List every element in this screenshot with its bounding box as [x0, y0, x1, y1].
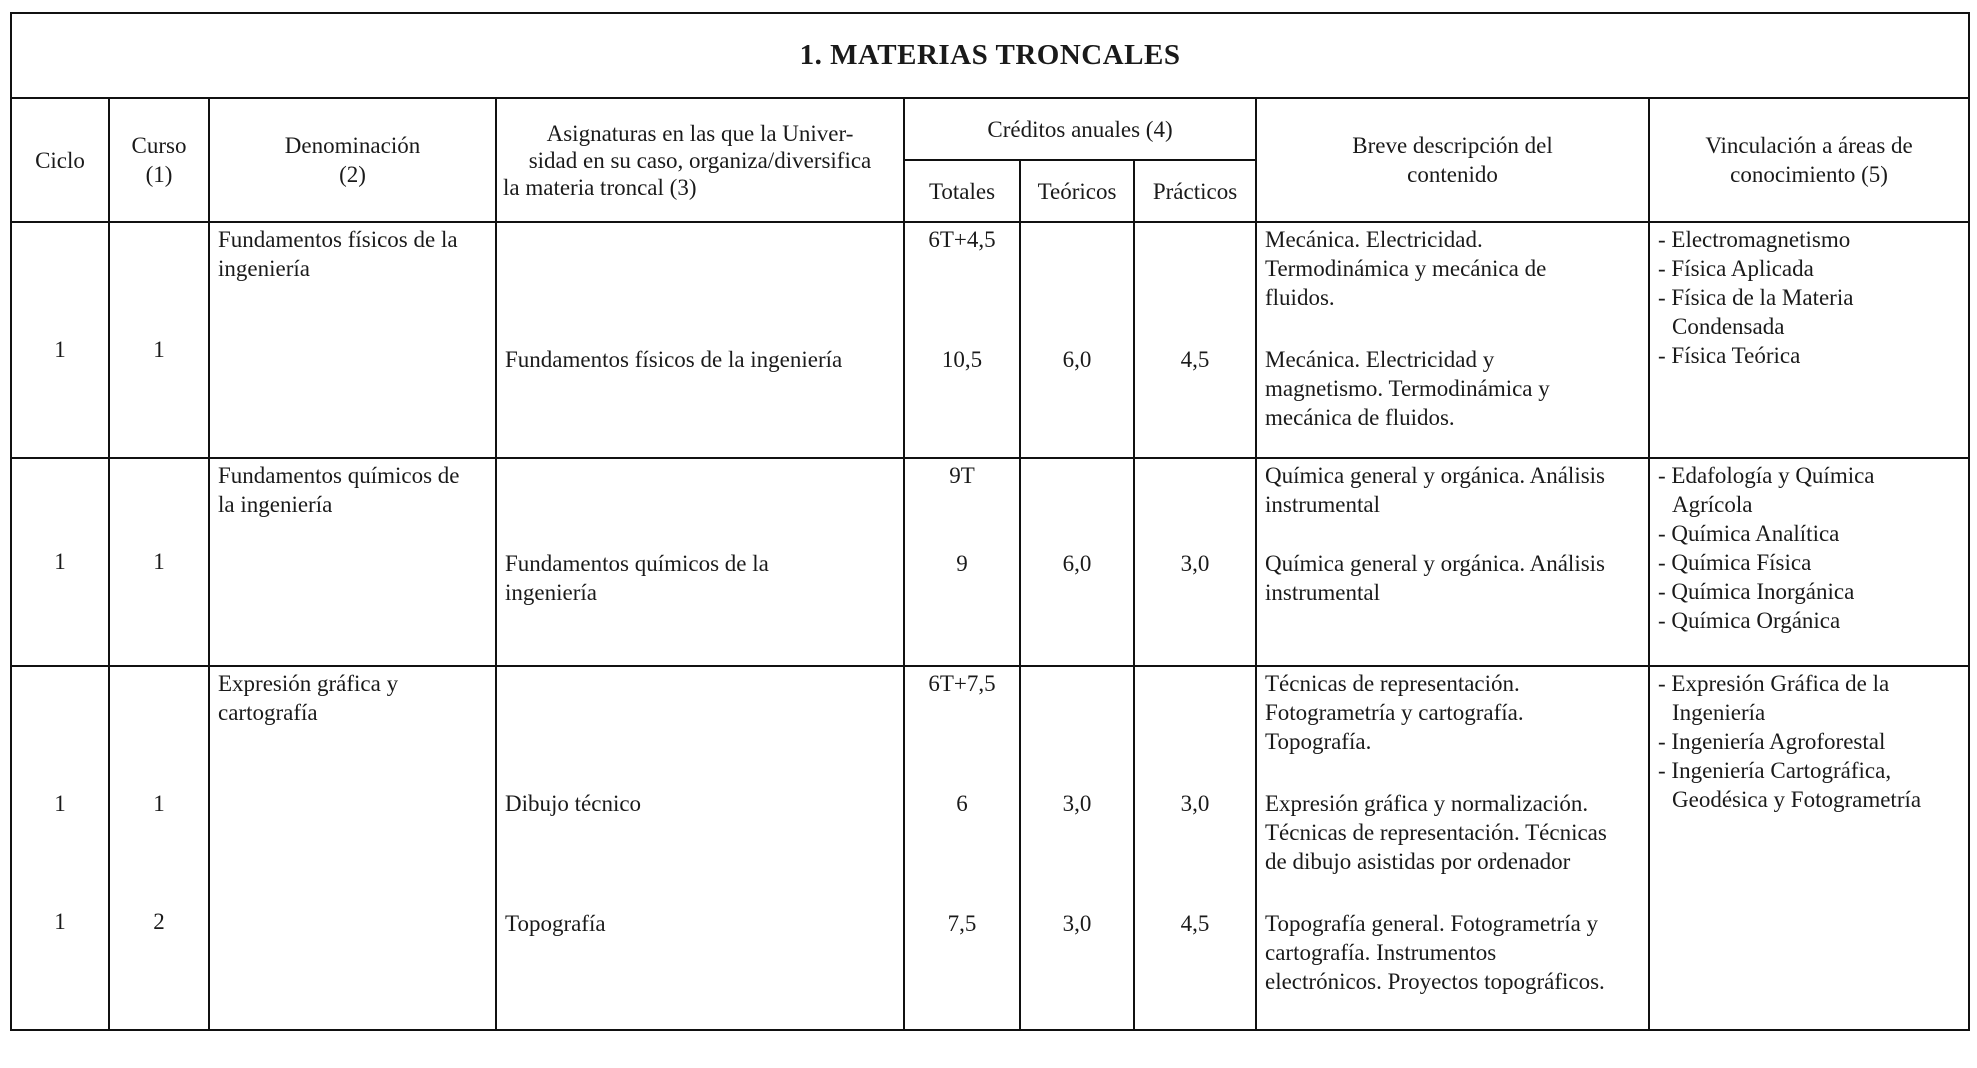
table-title: 1. MATERIAS TRONCALES: [11, 13, 1969, 98]
practicos-value: 3,0: [1180, 551, 1210, 576]
descripcion-line: instrumental: [1265, 580, 1380, 605]
header-totales: Totales: [904, 160, 1020, 222]
header-curso: [109, 98, 209, 222]
area-item: - Ingeniería Cartográfica,: [1658, 758, 1892, 783]
asignatura-name: Fundamentos físicos de la ingeniería: [505, 347, 843, 372]
header-vinculacion: [1649, 98, 1969, 222]
ciclo-value: 1: [54, 337, 66, 362]
header-denominacion-line: Denominación: [284, 133, 421, 158]
teoricos-value: 6,0: [1062, 551, 1092, 576]
curso-value: 1: [153, 337, 165, 362]
practicos-cell: [1134, 458, 1256, 666]
ciclo-cell: [11, 222, 109, 458]
area-item: - Electromagnetismo: [1658, 227, 1851, 252]
descripcion-line: Termodinámica y mecánica de: [1265, 256, 1547, 281]
descripcion-line: Técnicas de representación.: [1265, 671, 1520, 696]
denominacion-cell: [209, 458, 496, 666]
practicos-value: 4,5: [1180, 911, 1210, 936]
teoricos-cell: [1020, 458, 1134, 666]
descripcion-line: mecánica de fluidos.: [1265, 405, 1455, 430]
header-descripcion-line: contenido: [1407, 162, 1498, 187]
totales-cell: [904, 222, 1020, 458]
header-vinculacion-line: conocimiento (5): [1730, 162, 1888, 187]
practicos-value: 3,0: [1180, 791, 1210, 816]
asignatura-name: Fundamentos químicos de la: [505, 551, 769, 576]
descripcion-line: Mecánica. Electricidad.: [1265, 227, 1483, 252]
curso-cell: [109, 458, 209, 666]
practicos-cell: [1134, 666, 1256, 1030]
descripcion-line: Química general y orgánica. Análisis: [1265, 463, 1606, 488]
area-item: Geodésica y Fotogrametría: [1672, 787, 1922, 812]
header-creditos: Créditos anuales (4): [904, 98, 1256, 160]
totales-value: 6: [956, 791, 968, 816]
ciclo-value: 1: [54, 791, 66, 816]
descripcion-cell: [1256, 458, 1649, 666]
totales-value: 7,5: [947, 911, 977, 936]
area-item: Agrícola: [1672, 492, 1753, 517]
area-item: - Edafología y Química: [1658, 463, 1875, 488]
header-teoricos: Teóricos: [1020, 160, 1134, 222]
denominacion-line: cartografía: [218, 700, 318, 725]
header-asignaturas: [496, 98, 904, 222]
descripcion-line: Topografía general. Fotogrametría y: [1265, 911, 1599, 936]
denominacion-line: Fundamentos físicos de la: [218, 227, 458, 252]
descripcion-line: Química general y orgánica. Análisis: [1265, 551, 1606, 576]
teoricos-cell: [1020, 666, 1134, 1030]
header-asignaturas-line: Asignaturas en las que la Univer-: [546, 120, 854, 146]
header-practicos: Prácticos: [1134, 160, 1256, 222]
area-item: - Expresión Gráfica de la: [1658, 671, 1890, 696]
header-curso-line: (1): [145, 162, 173, 187]
ciclo-value: 1: [54, 549, 66, 574]
teoricos-cell: [1020, 222, 1134, 458]
denominacion-cell: [209, 666, 496, 1030]
descripcion-cell: [1256, 222, 1649, 458]
ciclo-cell: [11, 666, 109, 1030]
areas-cell: [1649, 666, 1969, 1030]
teoricos-value: 3,0: [1062, 791, 1092, 816]
asignatura-cell: [496, 666, 904, 1030]
denominacion-line: ingeniería: [218, 256, 310, 281]
teoricos-value: 6,0: [1062, 347, 1092, 372]
totales-cell: [904, 666, 1020, 1030]
descripcion-line: Fotogrametría y cartografía.: [1265, 700, 1524, 725]
descripcion-cell: [1256, 666, 1649, 1030]
asignatura-name: Dibujo técnico: [505, 791, 642, 816]
curso-cell: [109, 222, 209, 458]
denominacion-line: la ingeniería: [218, 492, 333, 517]
teoricos-value: 3,0: [1062, 911, 1092, 936]
materias-troncales-table: [10, 12, 1970, 1031]
area-item: - Química Orgánica: [1658, 608, 1841, 633]
curso-value: 2: [153, 909, 165, 934]
materia-total-value: 6T+4,5: [928, 227, 996, 252]
asignatura-name: Topografía: [505, 911, 606, 936]
areas-cell: [1649, 458, 1969, 666]
table-row: [11, 222, 1969, 458]
area-item: Condensada: [1672, 314, 1785, 339]
descripcion-line: magnetismo. Termodinámica y: [1265, 376, 1550, 401]
practicos-value: 4,5: [1180, 347, 1210, 372]
asignatura-name: ingeniería: [505, 580, 597, 605]
header-denominacion-line: (2): [339, 162, 366, 187]
area-item: - Física Aplicada: [1658, 256, 1814, 281]
header-vinculacion-line: Vinculación a áreas de: [1705, 133, 1913, 158]
table-row: [11, 458, 1969, 666]
curso-value: 1: [153, 549, 165, 574]
totales-cell: [904, 458, 1020, 666]
practicos-cell: [1134, 222, 1256, 458]
area-item: - Química Analítica: [1658, 521, 1840, 546]
descripcion-line: cartografía. Instrumentos: [1265, 940, 1497, 965]
denominacion-line: Fundamentos químicos de: [218, 463, 460, 488]
header-asignaturas-line: sidad en su caso, organiza/diversifica: [528, 147, 872, 173]
header-asignaturas-line: la materia troncal (3): [503, 174, 697, 200]
descripcion-line: instrumental: [1265, 492, 1380, 517]
table-row: [11, 666, 1969, 1030]
area-item: - Química Inorgánica: [1658, 579, 1855, 604]
area-item: - Física de la Materia: [1658, 285, 1854, 310]
asignatura-cell: [496, 222, 904, 458]
header-ciclo: Ciclo: [11, 98, 109, 222]
descripcion-line: Mecánica. Electricidad y: [1265, 347, 1495, 372]
denominacion-cell: [209, 222, 496, 458]
area-item: - Ingeniería Agroforestal: [1658, 729, 1886, 754]
asignatura-cell: [496, 458, 904, 666]
area-item: - Física Teórica: [1658, 343, 1801, 368]
header-curso-line: Curso: [131, 133, 187, 158]
denominacion-line: Expresión gráfica y: [218, 671, 399, 696]
totales-value: 9: [956, 551, 968, 576]
header-denominacion: [209, 98, 496, 222]
materia-total-value: 9T: [949, 463, 975, 488]
totales-value: 10,5: [941, 347, 983, 372]
descripcion-line: Técnicas de representación. Técnicas: [1265, 820, 1607, 845]
descripcion-line: electrónicos. Proyectos topográficos.: [1265, 969, 1605, 994]
header-descripcion-line: Breve descripción del: [1352, 133, 1553, 158]
curso-value: 1: [153, 791, 165, 816]
ciclo-cell: [11, 458, 109, 666]
descripcion-line: Expresión gráfica y normalización.: [1265, 791, 1589, 816]
area-item: Ingeniería: [1672, 700, 1766, 725]
header-descripcion: [1256, 98, 1649, 222]
descripcion-line: fluidos.: [1265, 285, 1335, 310]
descripcion-line: Topografía.: [1265, 729, 1372, 754]
ciclo-value: 1: [54, 909, 66, 934]
curso-cell: [109, 666, 209, 1030]
materia-total-value: 6T+7,5: [928, 671, 996, 696]
area-item: - Química Física: [1658, 550, 1812, 575]
descripcion-line: de dibujo asistidas por ordenador: [1265, 849, 1571, 874]
document-page: [10, 12, 1968, 1032]
areas-cell: [1649, 222, 1969, 458]
